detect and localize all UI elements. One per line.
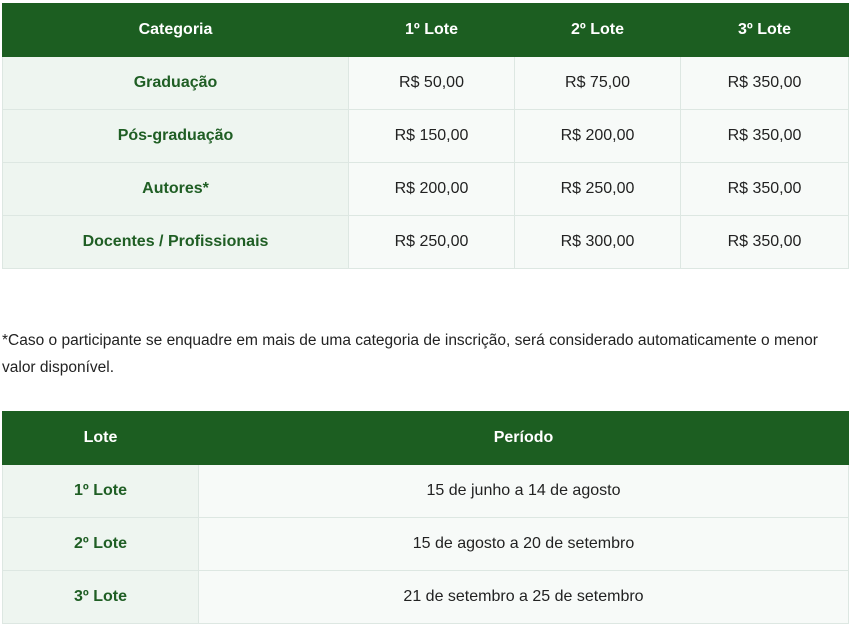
table-row	[3, 57, 849, 110]
period-cell: 15 de junho a 14 de agosto	[199, 465, 849, 518]
category-cell: Autores*	[3, 163, 349, 216]
header-lote-3: 3º Lote	[681, 4, 849, 57]
header-lote: Lote	[3, 412, 199, 465]
header-lote-1: 1º Lote	[349, 4, 515, 57]
header-lote-2: 2º Lote	[515, 4, 681, 57]
lot-cell: 3º Lote	[3, 571, 199, 624]
lot-cell: 1º Lote	[3, 465, 199, 518]
periods-table	[2, 411, 849, 624]
category-cell: Docentes / Profissionais	[3, 216, 349, 269]
table-row	[3, 571, 849, 624]
footnote-text: *Caso o participante se enquadre em mais de uma categoria de inscrição, será considerado automaticamente o menor valor disponível.	[2, 331, 818, 376]
table-row	[3, 110, 849, 163]
table-row	[3, 216, 849, 269]
table-row	[3, 163, 849, 216]
price-cell: R$ 200,00	[515, 110, 681, 163]
price-cell: R$ 350,00	[681, 163, 849, 216]
price-cell: R$ 300,00	[515, 216, 681, 269]
table-row	[3, 518, 849, 571]
price-cell: R$ 250,00	[349, 216, 515, 269]
header-categoria: Categoria	[3, 4, 349, 57]
price-cell: R$ 350,00	[681, 110, 849, 163]
price-cell: R$ 350,00	[681, 216, 849, 269]
header-periodo: Período	[199, 412, 849, 465]
table-row	[3, 465, 849, 518]
price-cell: R$ 250,00	[515, 163, 681, 216]
price-cell: R$ 50,00	[349, 57, 515, 110]
price-cell: R$ 200,00	[349, 163, 515, 216]
period-cell: 15 de agosto a 20 de setembro	[199, 518, 849, 571]
category-cell: Graduação	[3, 57, 349, 110]
prices-header-row	[3, 4, 849, 57]
period-cell: 21 de setembro a 25 de setembro	[199, 571, 849, 624]
price-cell: R$ 150,00	[349, 110, 515, 163]
prices-table	[2, 3, 849, 269]
price-cell: R$ 75,00	[515, 57, 681, 110]
periods-header-row	[3, 412, 849, 465]
price-cell: R$ 350,00	[681, 57, 849, 110]
lot-cell: 2º Lote	[3, 518, 199, 571]
category-cell: Pós-graduação	[3, 110, 349, 163]
